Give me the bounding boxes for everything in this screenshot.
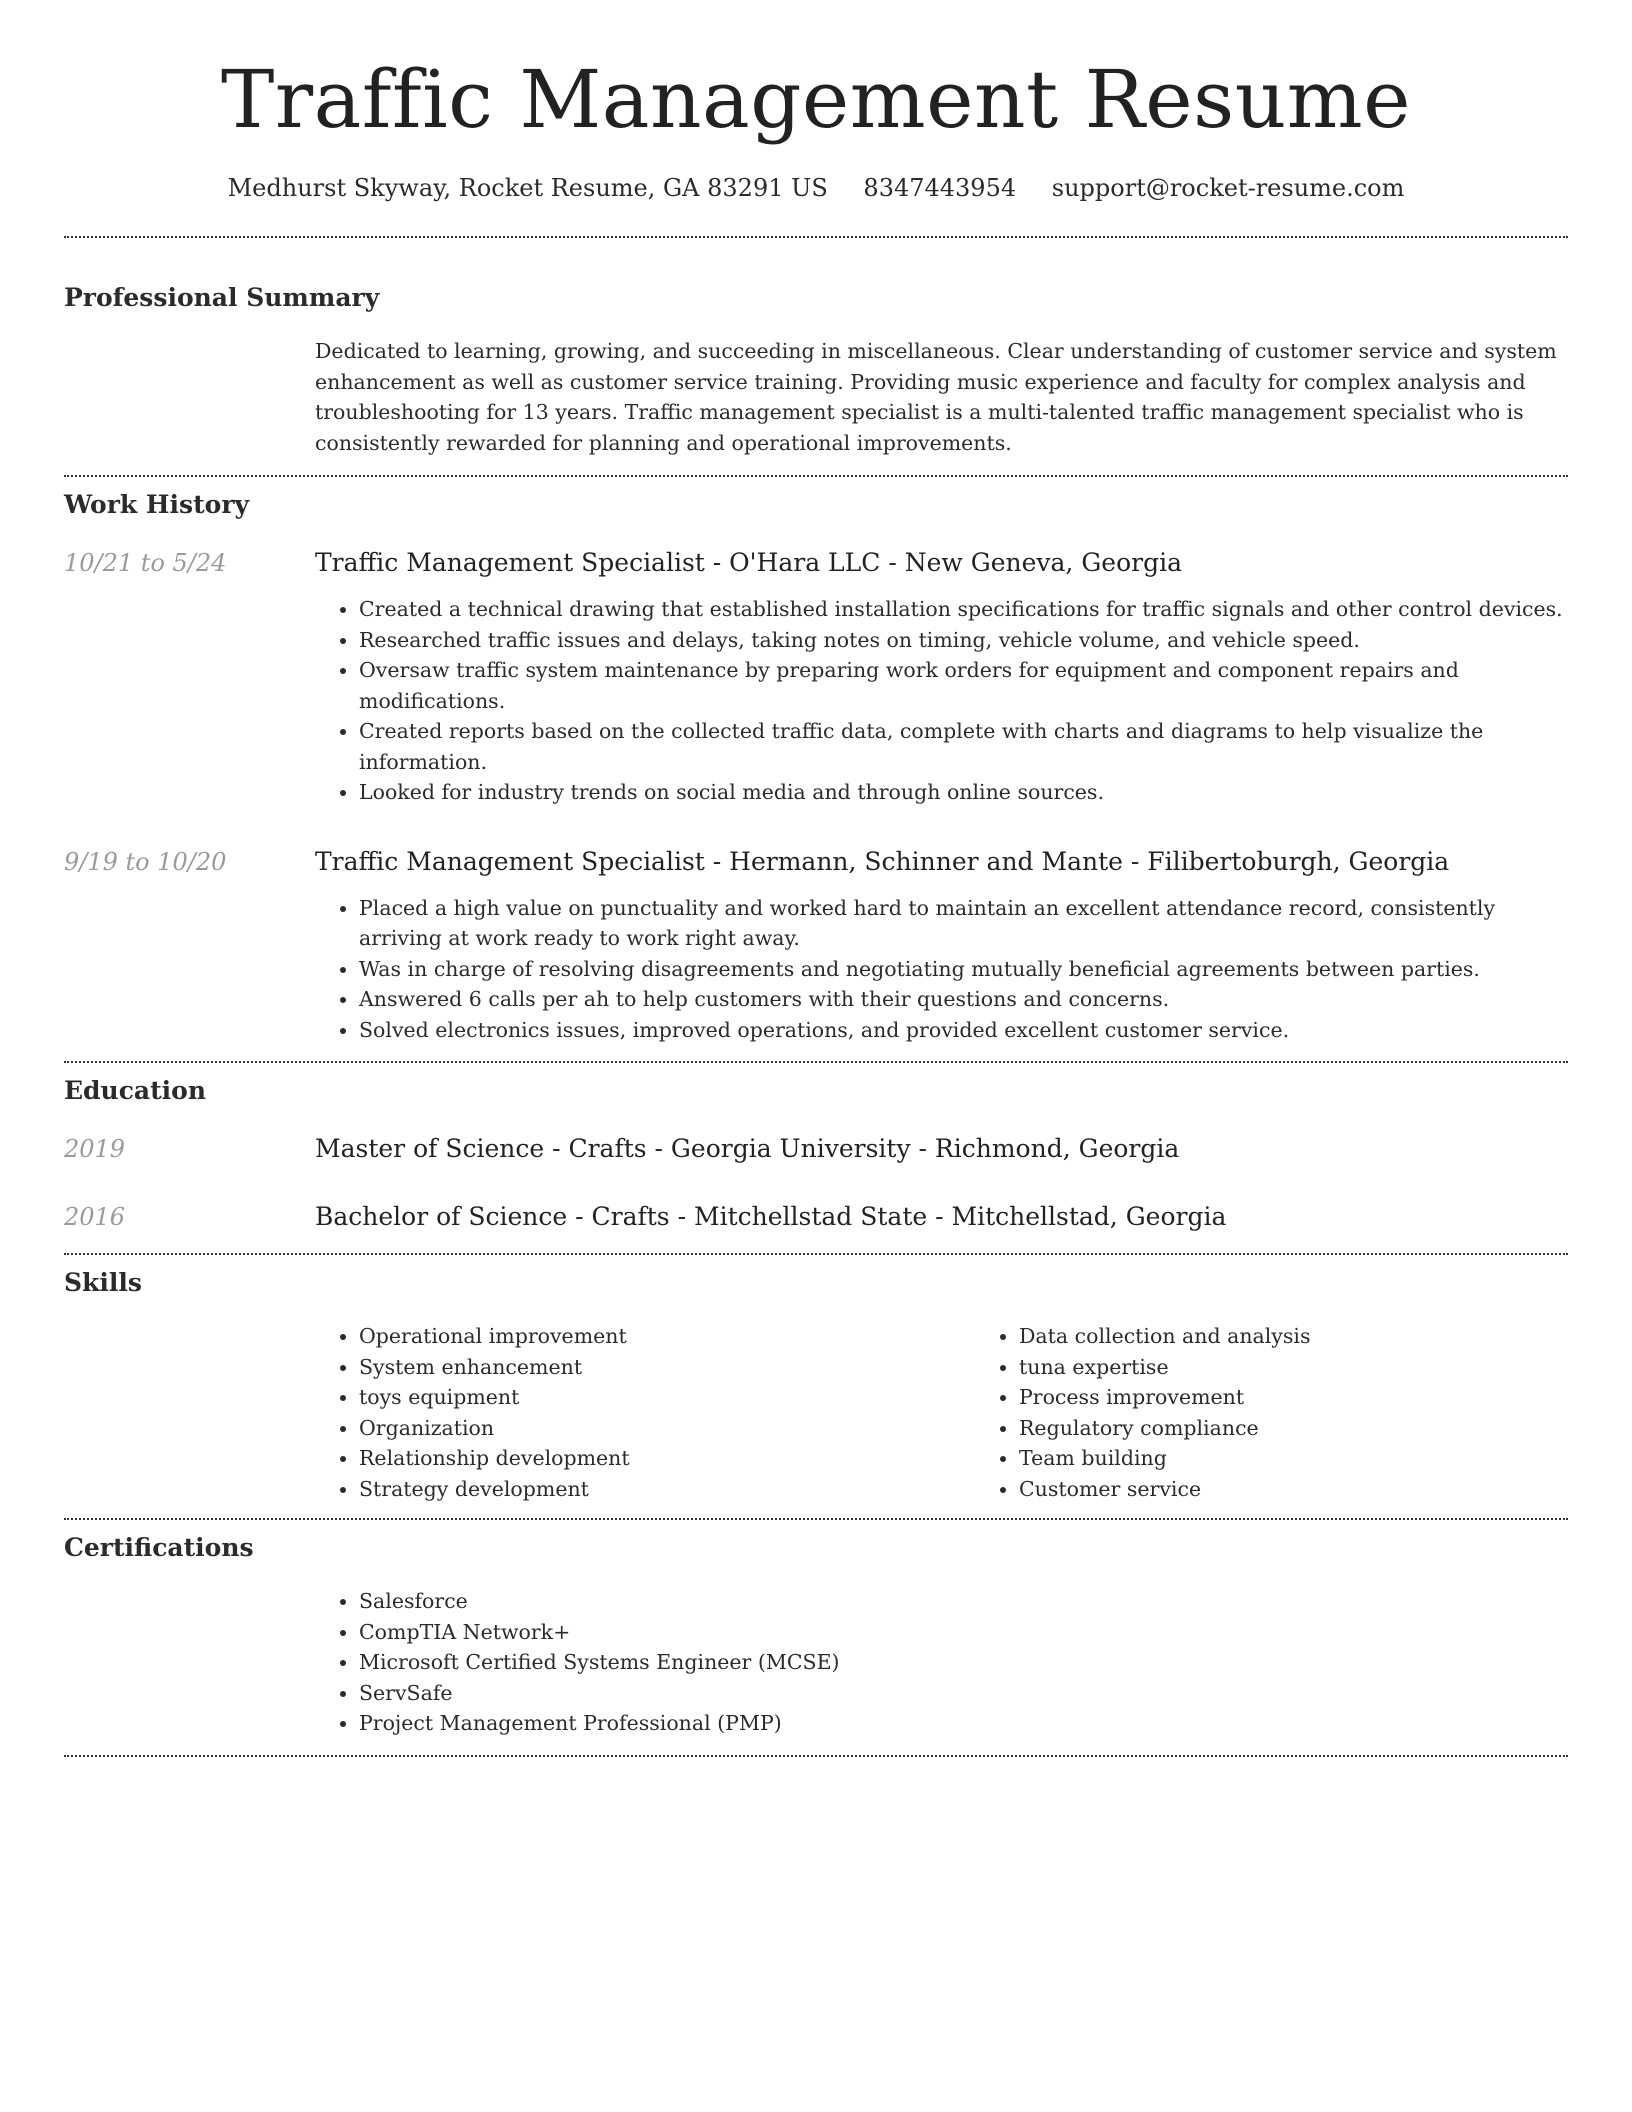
section-heading-skills: Skills bbox=[64, 1268, 142, 1297]
job-dates: 10/21 to 5/24 bbox=[64, 549, 227, 577]
job-bullet: • Researched traffic issues and delays, taking notes on timing, vehicle volume, and vehicle speed. bbox=[359, 625, 1568, 656]
education-body bbox=[315, 1133, 1568, 1165]
section-education bbox=[64, 1075, 1568, 1233]
resume-title: Traffic Management Resume bbox=[221, 53, 1411, 146]
job-bullet: • Solved electronics issues, improved operations, and provided excellent customer service. bbox=[359, 1015, 1568, 1046]
skill-item: • Relationship development bbox=[359, 1443, 975, 1474]
resume-page bbox=[64, 0, 1568, 1757]
section-heading-summary: Professional Summary bbox=[64, 283, 380, 312]
job-bullet: • Was in charge of resolving disagreements and negotiating mutually beneficial agreements between parties. bbox=[359, 954, 1568, 985]
section-heading-work: Work History bbox=[64, 490, 250, 519]
divider-work bbox=[64, 1061, 1568, 1063]
certification-item: • Salesforce bbox=[359, 1586, 1568, 1617]
education-body bbox=[315, 1201, 1568, 1233]
education-year: 2016 bbox=[64, 1203, 126, 1231]
skill-item: • Data collection and analysis bbox=[1019, 1321, 1568, 1352]
education-year: 2019 bbox=[64, 1135, 126, 1163]
summary-body bbox=[315, 336, 1568, 458]
contact-address: Medhurst Skyway, Rocket Resume, GA 83291 US bbox=[227, 174, 828, 202]
job-bullet: • Answered 6 calls per ah to help customers with their questions and concerns. bbox=[359, 984, 1568, 1015]
divider-header bbox=[64, 236, 1568, 238]
skills-list-left bbox=[315, 1321, 975, 1504]
certification-item: • Microsoft Certified Systems Engineer (MCSE) bbox=[359, 1647, 1568, 1678]
skill-item: • System enhancement bbox=[359, 1352, 975, 1383]
job-bullet: • Oversaw traffic system maintenance by preparing work orders for equipment and component repairs and modifications. bbox=[359, 655, 1568, 716]
job-dates: 9/19 to 10/20 bbox=[64, 847, 227, 876]
education-degree: Master of Science - Crafts - Georgia University - Richmond, Georgia bbox=[315, 1134, 1180, 1163]
section-certifications bbox=[64, 1532, 1568, 1739]
divider-certifications bbox=[64, 1755, 1568, 1757]
skill-item: • Operational improvement bbox=[359, 1321, 975, 1352]
skill-item: • Customer service bbox=[1019, 1474, 1568, 1505]
contact-phone: 8347443954 bbox=[863, 174, 1017, 202]
job-bullet: • Placed a high value on punctuality and worked hard to maintain an excellent attendance record, consistently arriving at work ready to work right away. bbox=[359, 893, 1568, 954]
skill-item: • tuna expertise bbox=[1019, 1352, 1568, 1383]
certification-item: • Project Management Professional (PMP) bbox=[359, 1708, 1568, 1739]
skills-row bbox=[64, 1321, 1568, 1504]
section-work-history bbox=[64, 489, 1568, 1045]
job-body bbox=[315, 547, 1568, 808]
certifications-list bbox=[315, 1586, 1568, 1739]
section-skills bbox=[64, 1267, 1568, 1504]
contact-line bbox=[64, 172, 1568, 204]
job-title: Traffic Management Specialist - Hermann, Schinner and Mante - Filibertoburgh, Georgia bbox=[315, 846, 1450, 876]
job-body bbox=[315, 846, 1568, 1046]
divider-skills bbox=[64, 1518, 1568, 1520]
education-entry bbox=[64, 1133, 1568, 1165]
skill-item: • Regulatory compliance bbox=[1019, 1413, 1568, 1444]
job-entry bbox=[64, 547, 1568, 808]
education-entry bbox=[64, 1201, 1568, 1233]
job-entry bbox=[64, 846, 1568, 1046]
summary-text: Dedicated to learning, growing, and succeeding in miscellaneous. Clear understanding of customer service and system enhancement as well as customer service training. Providing music experience and faculty for complex analysis and troubleshooting for 13 years. Traffic management specialist is a multi-talented traffic management specialist who is consistently rewarded for planning and operational improvements. bbox=[315, 339, 1557, 455]
job-bullet: • Looked for industry trends on social media and through online sources. bbox=[359, 777, 1568, 808]
job-title: Traffic Management Specialist - O'Hara LLC - New Geneva, Georgia bbox=[315, 548, 1182, 577]
skill-item: • Strategy development bbox=[359, 1474, 975, 1505]
education-degree: Bachelor of Science - Crafts - Mitchellstad State - Mitchellstad, Georgia bbox=[315, 1202, 1227, 1231]
job-bullet: • Created a technical drawing that established installation specifications for traffic signals and other control devices. bbox=[359, 594, 1568, 625]
skill-item: • toys equipment bbox=[359, 1382, 975, 1413]
divider-education bbox=[64, 1253, 1568, 1255]
summary-row bbox=[64, 336, 1568, 458]
certification-item: • CompTIA Network+ bbox=[359, 1617, 1568, 1648]
skill-item: • Team building bbox=[1019, 1443, 1568, 1474]
contact-email: support@rocket-resume.com bbox=[1051, 174, 1405, 202]
skill-item: • Organization bbox=[359, 1413, 975, 1444]
certifications-row bbox=[64, 1586, 1568, 1739]
section-heading-education: Education bbox=[64, 1076, 207, 1105]
skills-list-right bbox=[975, 1321, 1568, 1504]
certification-item: • ServSafe bbox=[359, 1678, 1568, 1709]
divider-summary bbox=[64, 475, 1568, 477]
section-heading-certifications: Certifications bbox=[64, 1533, 254, 1562]
certifications-body bbox=[315, 1586, 1568, 1739]
skills-grid bbox=[315, 1321, 1568, 1504]
job-bullets bbox=[315, 893, 1568, 1046]
section-summary bbox=[64, 282, 1568, 458]
job-bullet: • Created reports based on the collected traffic data, complete with charts and diagrams to help visualize the information. bbox=[359, 716, 1568, 777]
job-bullets bbox=[315, 594, 1568, 808]
skill-item: • Process improvement bbox=[1019, 1382, 1568, 1413]
